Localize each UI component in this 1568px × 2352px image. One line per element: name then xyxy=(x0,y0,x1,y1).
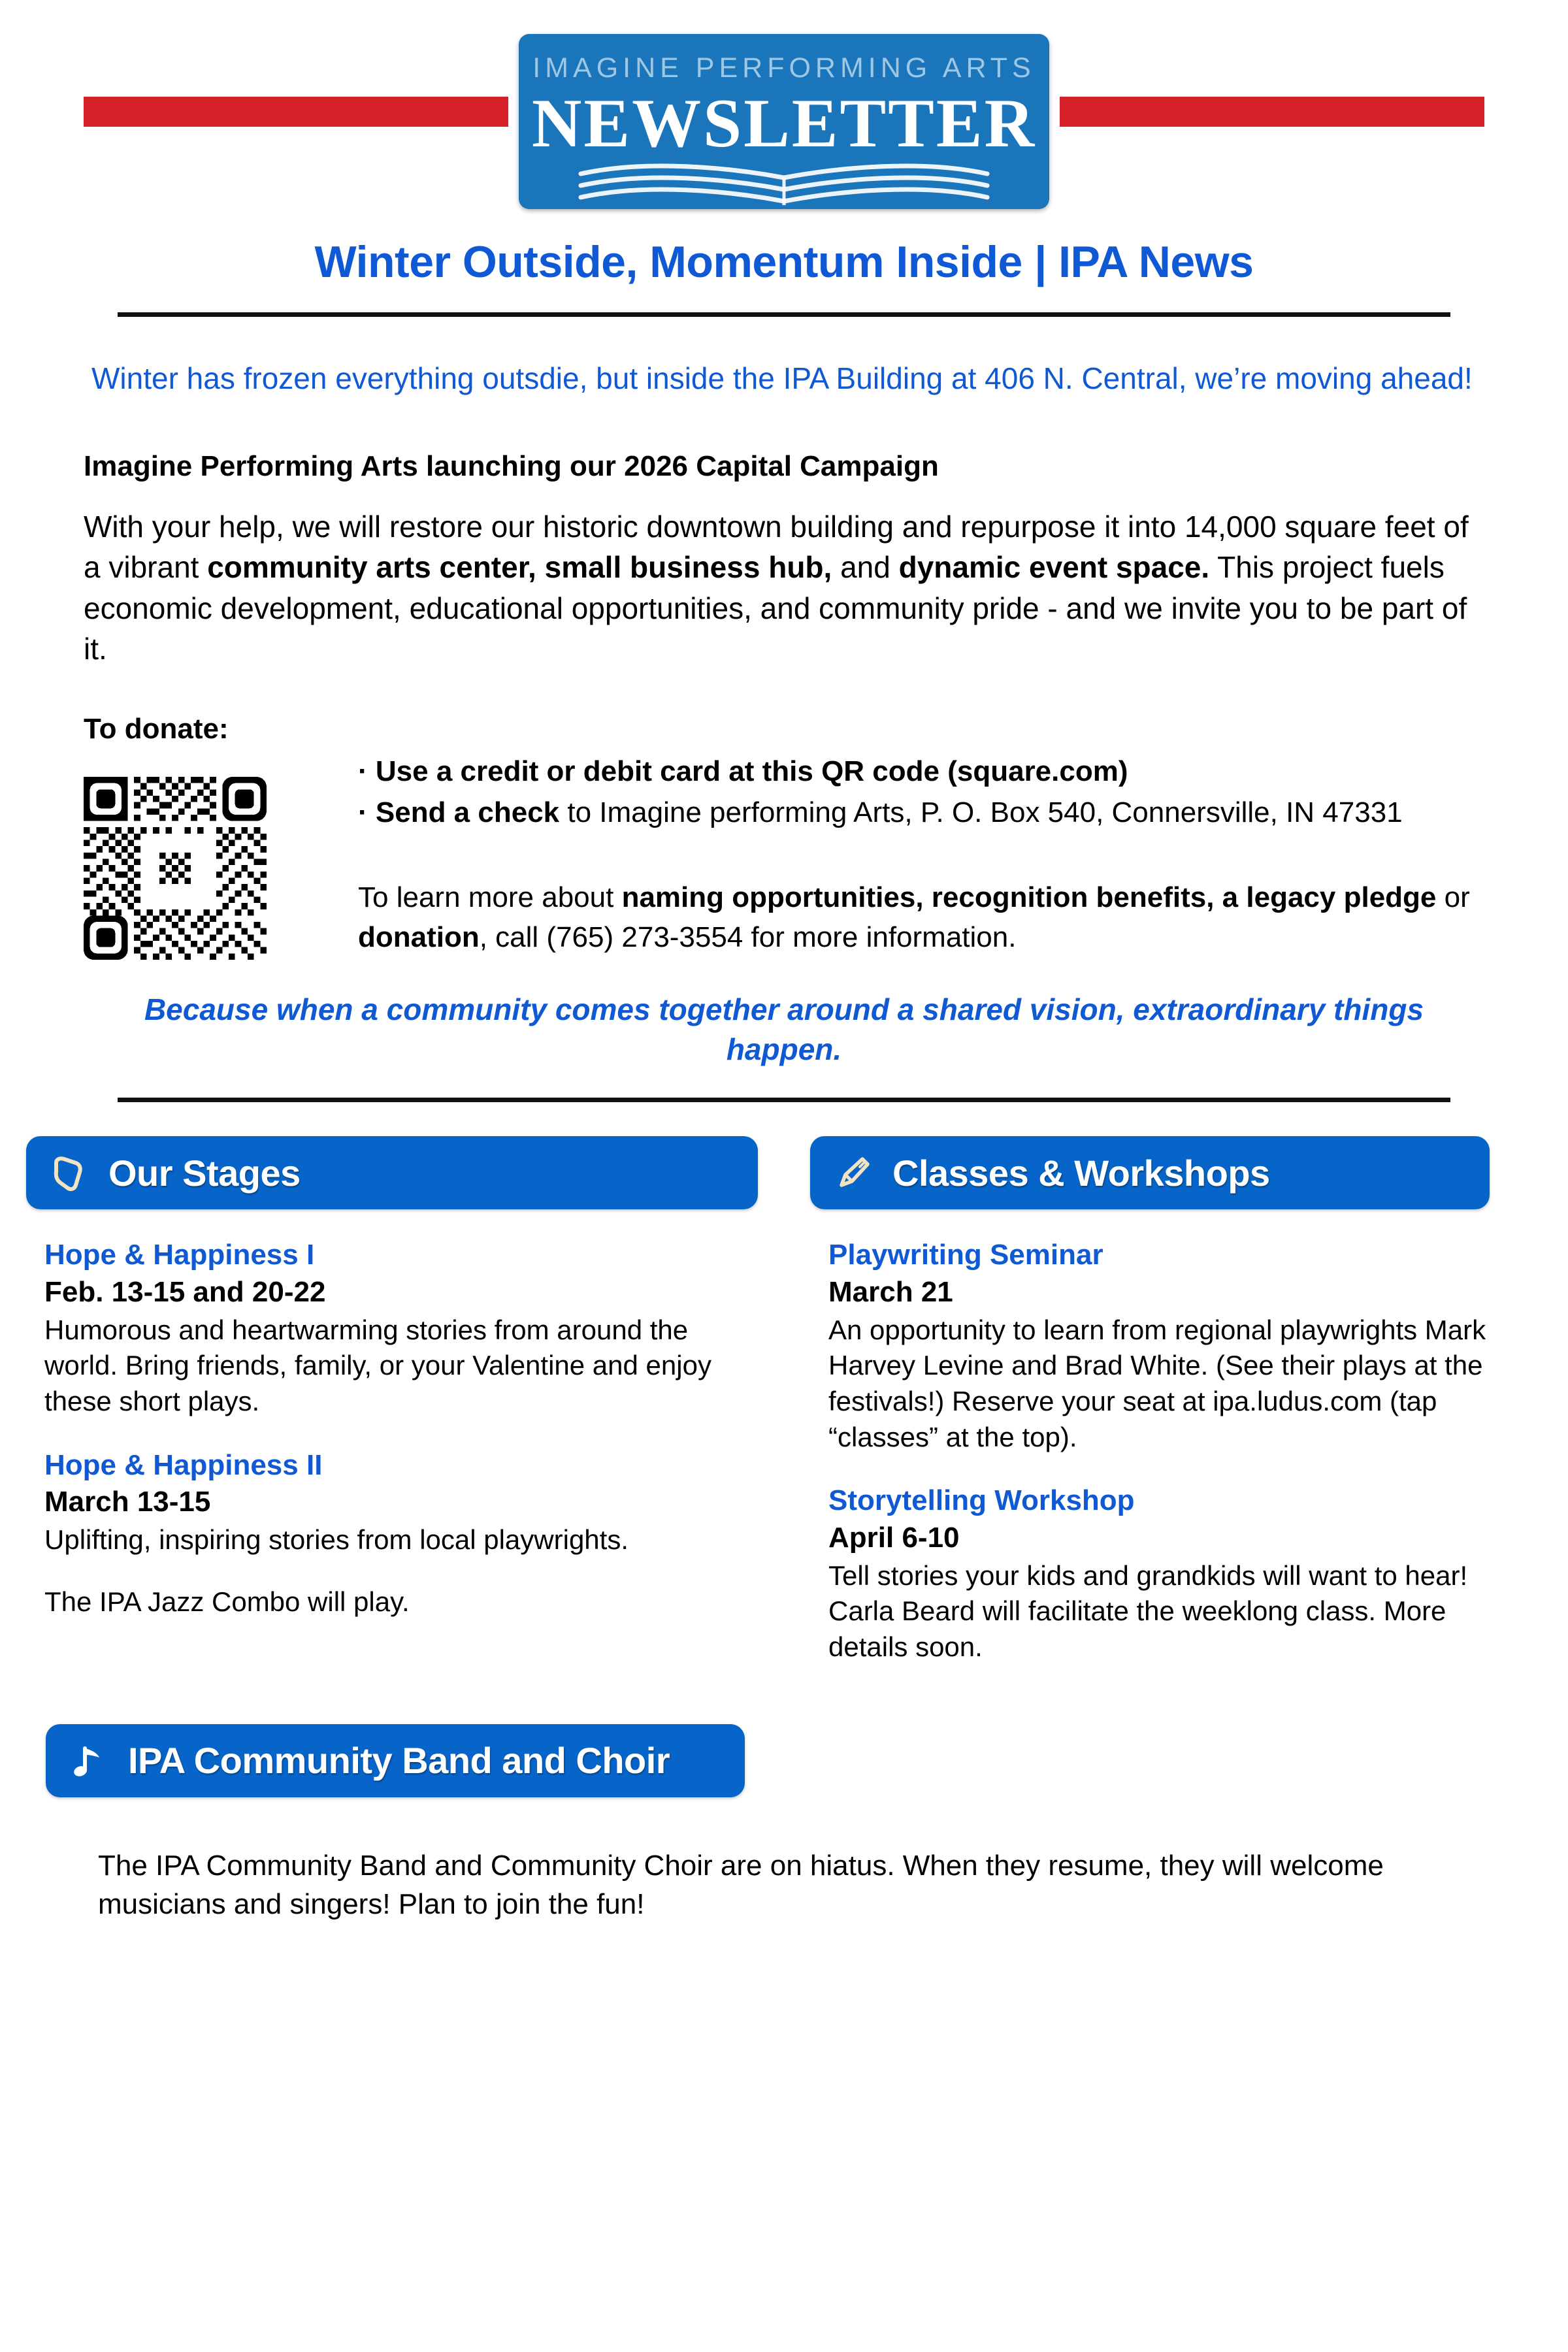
lede-paragraph: Winter has frozen everything outsdie, but inside the IPA Building at 406 N. Central, we’re moving ahead! xyxy=(91,361,1473,395)
stage-entry-2-body: Uplifting, inspiring stories from local playwrights. xyxy=(44,1524,629,1556)
red-accent-bar-right xyxy=(1060,97,1484,127)
campaign-bold-2: dynamic event space. xyxy=(898,550,1210,585)
section-banner-band-choir[interactable] xyxy=(46,1724,745,1797)
stage-entry-2-title: Hope & Happiness II xyxy=(44,1448,323,1481)
campaign-heading: Imagine Performing Arts launching our 2026 Capital Campaign xyxy=(84,449,939,482)
stage-entry-1-body: Humorous and heartwarming stories from around the world. Bring friends, family, or your Valentine and enjoy these short plays. xyxy=(44,1314,711,1417)
logo-wordmark: NEWSLETTER xyxy=(531,85,1037,161)
donate-bullet-check-rest: to Imagine performing Arts, P. O. Box 540, Connersville, IN 47331 xyxy=(559,796,1403,828)
masthead xyxy=(0,0,1568,222)
stage-entry-1 xyxy=(26,1238,758,1419)
stage-entry-1-title: Hope & Happiness I xyxy=(44,1239,315,1271)
class-entry-1-title: Playwriting Seminar xyxy=(828,1239,1103,1271)
donate-label: To donate: xyxy=(84,712,229,745)
open-book-waves-icon xyxy=(519,161,1049,209)
section-banner-classes[interactable] xyxy=(810,1136,1490,1209)
divider-bottom xyxy=(118,1098,1450,1102)
donate-bullet-card-text: · Use a credit or debit card at this QR code (square.com) xyxy=(358,755,1128,787)
class-entry-1 xyxy=(810,1238,1542,1455)
learn-post: , call (765) 273-3554 for more information. xyxy=(479,921,1017,953)
divider-top xyxy=(118,312,1450,317)
section-banner-our-stages[interactable] xyxy=(26,1136,758,1209)
class-entry-2-date: April 6-10 xyxy=(828,1522,960,1554)
square-payment-qr-code[interactable] xyxy=(84,777,267,960)
column-our-stages xyxy=(26,1136,758,1665)
learn-bold-1: naming opportunities, recognition benefits, a legacy pledge xyxy=(621,881,1437,914)
section-band-choir xyxy=(0,1724,1568,1924)
learn-mid: or xyxy=(1436,881,1470,914)
logo-kicker-text: IMAGINE PERFORMING ARTS xyxy=(532,52,1036,84)
newsletter-logo xyxy=(519,34,1049,209)
section-title-band-choir: IPA Community Band and Choir xyxy=(128,1740,670,1782)
campaign-quote: Because when a community comes together around a shared vision, extraordinary things happen. xyxy=(144,992,1424,1066)
pencil-icon xyxy=(832,1151,875,1194)
class-entry-2-title: Storytelling Workshop xyxy=(828,1484,1135,1517)
stages-note: The IPA Jazz Combo will play. xyxy=(44,1586,410,1617)
campaign-text-2: and xyxy=(832,550,899,585)
donate-row xyxy=(84,752,1484,960)
section-title-our-stages: Our Stages xyxy=(108,1152,301,1194)
learn-bold-2: donation xyxy=(358,921,480,953)
stage-entry-2-date: March 13-15 xyxy=(44,1486,211,1518)
stage-entry-2 xyxy=(26,1448,758,1558)
red-accent-bar-left xyxy=(84,97,508,127)
section-title-classes: Classes & Workshops xyxy=(892,1152,1270,1194)
theater-masks-icon xyxy=(48,1151,91,1194)
campaign-text-1: With your help, we will restore our historic downtown building and repurpose it into 14,000 square feet of a vibrant xyxy=(84,509,1469,585)
stage-entry-1-date: Feb. 13-15 and 20-22 xyxy=(44,1276,326,1309)
class-entry-1-body: An opportunity to learn from regional playwrights Mark Harvey Levine and Brad White. (See their plays at the festivals!) Reserve your seat at ipa.ludus.com (tap “classes” at the top). xyxy=(828,1314,1486,1452)
column-classes-workshops xyxy=(810,1136,1542,1665)
class-entry-2 xyxy=(810,1484,1542,1665)
donate-instructions xyxy=(280,752,1484,958)
class-entry-1-date: March 21 xyxy=(828,1276,953,1309)
page-title: Winter Outside, Momentum Inside | IPA News xyxy=(314,237,1254,287)
donate-bullet-check xyxy=(358,793,1484,833)
qr-code-wrapper xyxy=(84,752,280,960)
donate-bullet-check-bold: · Send a check xyxy=(358,796,560,828)
class-entry-2-body: Tell stories your kids and grandkids will want to hear! Carla Beard will facilitate the weeklong class. More details soon. xyxy=(828,1560,1468,1662)
donate-learn-more xyxy=(358,878,1484,957)
band-choir-closing: The IPA Community Band and Community Choir are on hiatus. When they resume, they will welcome musicians and singers! Plan to join the fun! xyxy=(98,1849,1384,1920)
donate-bullet-card xyxy=(358,752,1484,792)
music-note-icon xyxy=(68,1739,111,1782)
sections-columns xyxy=(0,1136,1568,1665)
learn-pre: To learn more about xyxy=(358,881,622,914)
campaign-paragraph xyxy=(84,506,1484,670)
campaign-text-3: This project fuels economic development, educational opportunities, and community pride - and we invite you to be part of it. xyxy=(84,550,1467,666)
campaign-bold-1: community arts center, small business hub, xyxy=(207,550,832,585)
